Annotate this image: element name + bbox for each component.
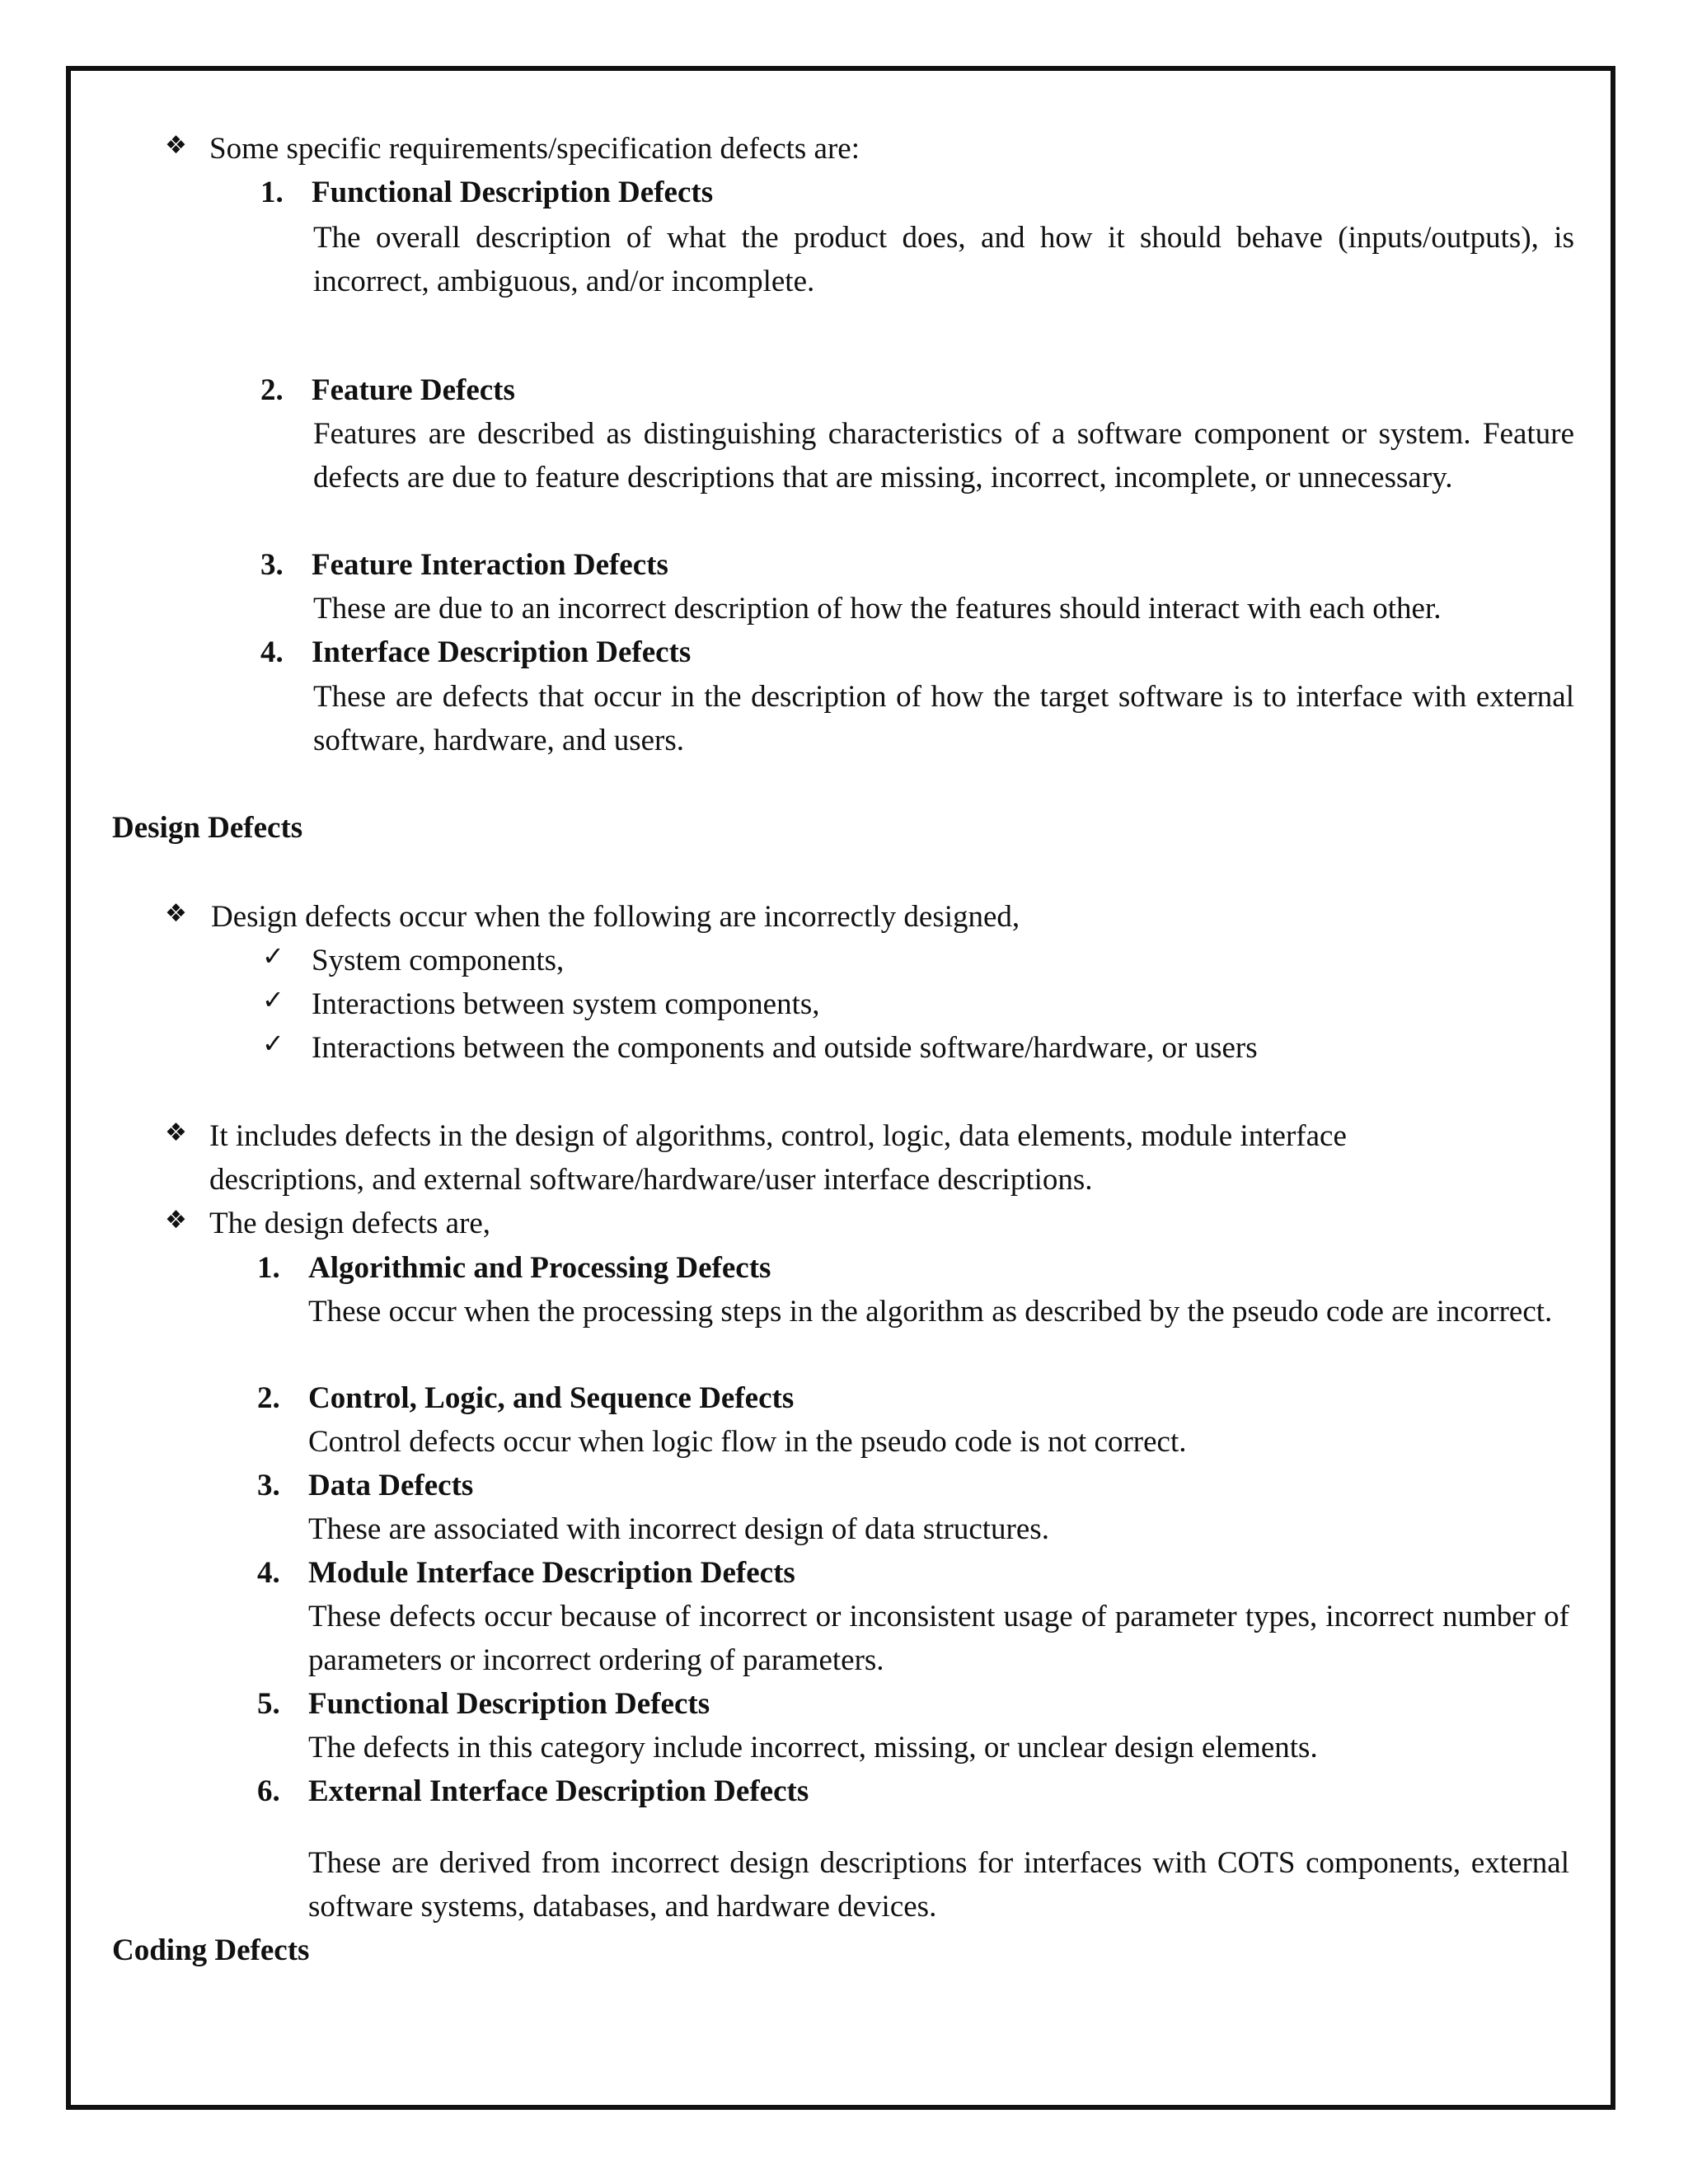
list-item-title: Algorithmic and Processing Defects xyxy=(308,1251,771,1285)
list-number: 1. xyxy=(257,1251,280,1285)
design-bullet-text: Design defects occur when the following are incorrectly designed, xyxy=(211,900,1020,934)
list-item-title: External Interface Description Defects xyxy=(308,1774,809,1808)
list-item-title: Data Defects xyxy=(308,1469,474,1502)
list-item-description: These occur when the processing steps in the algorithm as described by the pseudo code are incorrect. xyxy=(308,1295,1553,1329)
list-item-description: Control defects occur when logic flow in the pseudo code is not correct. xyxy=(308,1425,1187,1459)
list-item-description: These are due to an incorrect description of how the features should interact with each other. xyxy=(313,592,1442,626)
list-item-title: Feature Interaction Defects xyxy=(312,548,668,582)
list-item-title: Feature Defects xyxy=(312,373,515,407)
list-item-description: The defects in this category include incorrect, missing, or unclear design elements. xyxy=(308,1731,1318,1765)
list-number: 3. xyxy=(257,1469,280,1502)
check-item: Interactions between system components, xyxy=(312,987,820,1021)
diamond-bullet-icon: ❖ xyxy=(165,1206,187,1235)
check-item: System components, xyxy=(312,944,565,977)
list-number: 2. xyxy=(260,373,284,407)
list-number: 1. xyxy=(260,176,284,209)
design-bullet-text: It includes defects in the design of algorithms, control, logic, data elements, module interface xyxy=(209,1119,1347,1153)
list-item-description: These are defects that occur in the description of how the target software is to interface with external software, hardware, and users. xyxy=(313,680,1574,757)
diamond-bullet-icon: ❖ xyxy=(165,899,187,928)
list-item-title: Interface Description Defects xyxy=(312,635,692,669)
diamond-bullet-icon: ❖ xyxy=(165,131,187,160)
list-number: 5. xyxy=(257,1687,280,1721)
list-number: 6. xyxy=(257,1774,280,1808)
diamond-bullet-icon: ❖ xyxy=(165,1118,187,1147)
list-item-description: These defects occur because of incorrect or inconsistent usage of parameter types, incorrect number of parameters or incorrect ordering of parameters. xyxy=(308,1600,1569,1677)
list-number: 2. xyxy=(257,1381,280,1415)
checkmark-icon: ✓ xyxy=(262,1028,284,1059)
list-number: 3. xyxy=(260,548,284,582)
list-item-description: These are derived from incorrect design descriptions for interfaces with COTS components, external software systems, databases, and hardware devices. xyxy=(308,1846,1569,1924)
list-item-description: These are associated with incorrect design of data structures. xyxy=(308,1512,1049,1546)
checkmark-icon: ✓ xyxy=(262,940,284,972)
list-number: 4. xyxy=(257,1556,280,1590)
list-number: 4. xyxy=(260,635,284,669)
section-heading-coding: Coding Defects xyxy=(112,1933,310,1967)
checkmark-icon: ✓ xyxy=(262,984,284,1015)
list-item-title: Module Interface Description Defects xyxy=(308,1556,795,1590)
list-item-description: Features are described as distinguishing characteristics of a software component or system. Feature defects are due to feature descriptions that are missing, incorrect, incomplete, or unnecessary. xyxy=(313,417,1574,494)
list-item-title: Control, Logic, and Sequence Defects xyxy=(308,1381,795,1415)
section-heading-design: Design Defects xyxy=(112,811,303,845)
check-item: Interactions between the components and outside software/hardware, or users xyxy=(312,1031,1258,1065)
requirements-intro: Some specific requirements/specification defects are: xyxy=(209,132,860,166)
design-bullet-text: The design defects are, xyxy=(209,1207,491,1240)
design-bullet-text: descriptions, and external software/hardware/user interface descriptions. xyxy=(209,1163,1093,1197)
list-item-title: Functional Description Defects xyxy=(312,176,714,209)
list-item-title: Functional Description Defects xyxy=(308,1687,710,1721)
list-item-description: The overall description of what the product does, and how it should behave (inputs/outputs), is incorrect, ambiguous, and/or incomplete. xyxy=(313,221,1574,298)
